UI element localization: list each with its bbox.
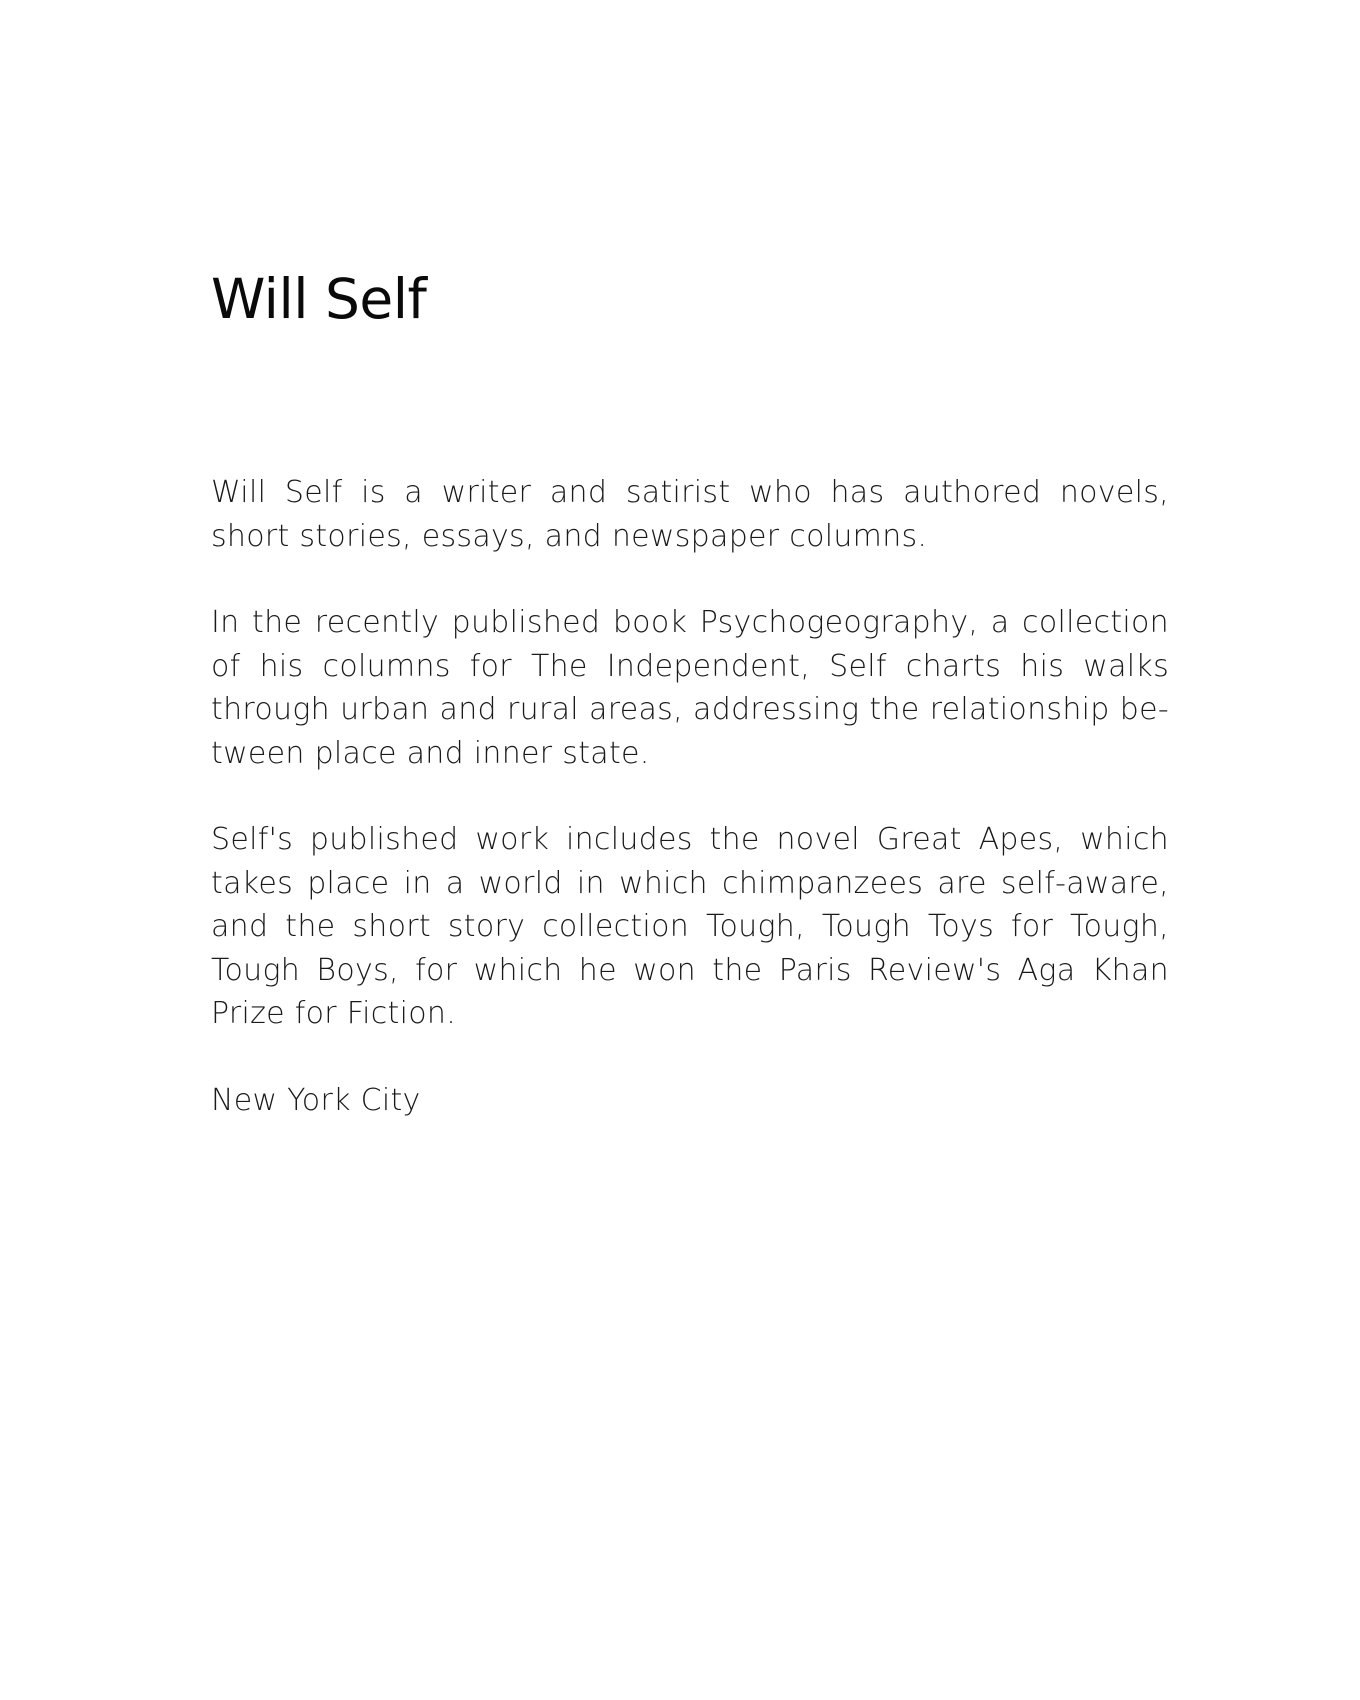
paragraph-intro: Will Self is a writer and satirist who has authored novels, short stories, essays, and newspaper columns. (211, 475, 1169, 554)
page-content (211, 262, 1169, 1122)
body-text (211, 471, 1169, 1122)
page-title: Will Self (211, 267, 427, 331)
paragraph-published-work: Self's published work includes the novel Great Apes, which takes place in a world in which chimpanzees are self-aware, and the short story collection Tough, Tough Toys for Tough, Tough Boys, for which he won the Paris Review's Aga Khan Prize for Fiction. (211, 822, 1169, 1031)
location-text: New York City (211, 1082, 421, 1118)
paragraph-psychogeography: In the recently published book Psychogeography, a collection of his columns for The Independent, Self charts his walks through urban and rural areas, addressing the relationship be-tween place and inner state. (211, 605, 1169, 771)
